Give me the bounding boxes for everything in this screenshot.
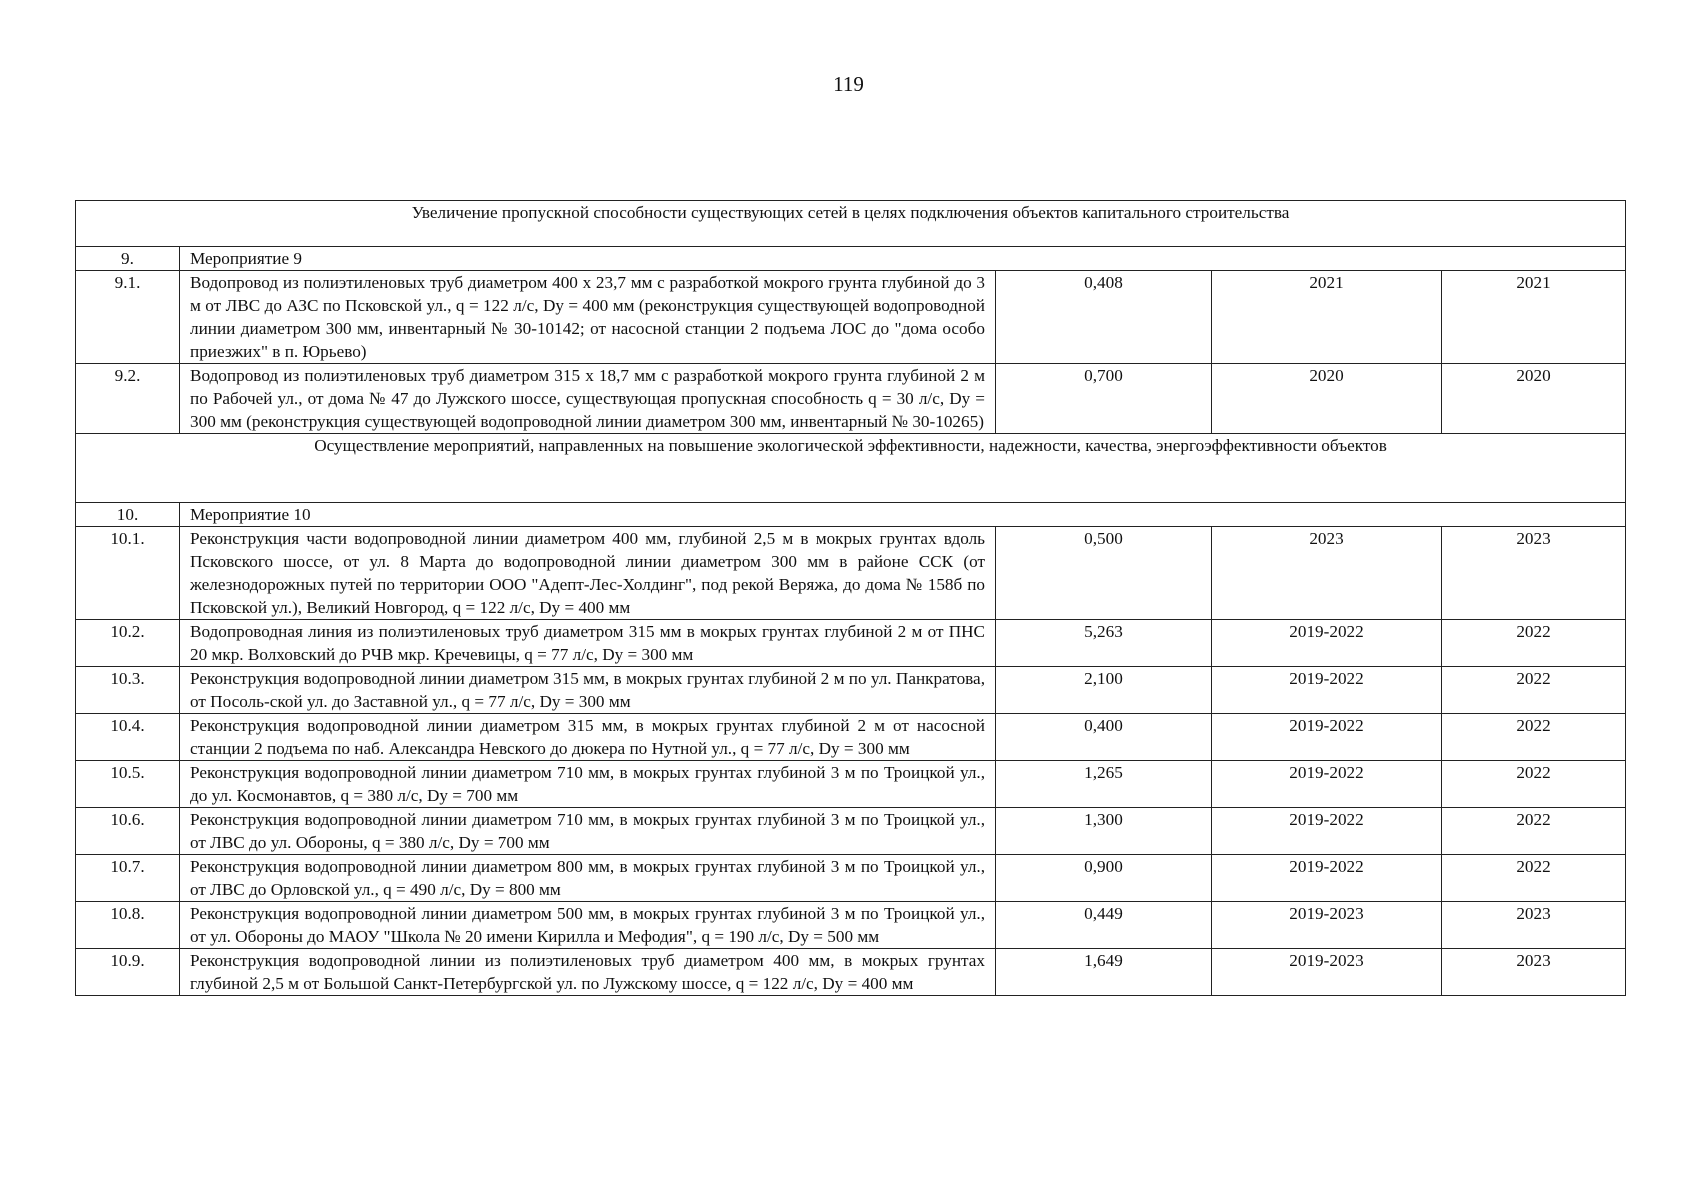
row-number: 10.6. (76, 808, 180, 855)
row-value: 1,265 (996, 761, 1212, 808)
row-period: 2019-2022 (1212, 714, 1442, 761)
table-row (76, 714, 1626, 761)
row-period: 2019-2022 (1212, 855, 1442, 902)
row-year: 2022 (1442, 808, 1626, 855)
row-value: 0,400 (996, 714, 1212, 761)
row-description: Реконструкция водопроводной линии диаметром 710 мм, в мокрых грунтах глубиной 3 м по Троицкой ул., до ул. Космонавтов, q = 380 л/с, Dy = 700 мм (180, 761, 996, 808)
row-period: 2021 (1212, 271, 1442, 364)
row-year: 2022 (1442, 761, 1626, 808)
measures-table (75, 200, 1626, 996)
row-year: 2022 (1442, 667, 1626, 714)
table-row (76, 855, 1626, 902)
page-number: 119 (833, 72, 864, 96)
event-number: 10. (76, 503, 180, 527)
row-value: 0,900 (996, 855, 1212, 902)
table-row (76, 527, 1626, 620)
row-description: Реконструкция водопроводной линии диаметром 800 мм, в мокрых грунтах глубиной 3 м по Троицкой ул., от ЛВС до Орловской ул., q = 490 л/с, Dy = 800 мм (180, 855, 996, 902)
row-description: Водопровод из полиэтиленовых труб диаметром 400 х 23,7 мм с разработкой мокрого грунта глубиной до 3 м от ЛВС до АЗС по Псковской ул., q = 122 л/с, Dy = 400 мм (реконструкция существующей водопроводной линии диаметром 300 мм, инвентарный № 30-10142; от насосной станции 2 подъема ЛОС до "дома особо приезжих" в п. Юрьево) (180, 271, 996, 364)
row-period: 2019-2022 (1212, 761, 1442, 808)
row-period: 2020 (1212, 364, 1442, 434)
table-row (76, 620, 1626, 667)
row-period: 2019-2022 (1212, 620, 1442, 667)
row-description: Реконструкция части водопроводной линии диаметром 400 мм, глубиной 2,5 м в мокрых грунтах вдоль Псковского шоссе, от ул. 8 Марта до водопроводной линии диаметром 300 мм в районе ССК (от железнодорожных путей по территории ООО "Адепт-Лес-Холдинг", под рекой Веряжа, до дома № 158б по Псковской ул.), Великий Новгород, q = 122 л/с, Dy = 400 мм (180, 527, 996, 620)
section-header-row (76, 201, 1626, 247)
row-number: 9.1. (76, 271, 180, 364)
table-row (76, 761, 1626, 808)
row-description: Водопровод из полиэтиленовых труб диаметром 315 х 18,7 мм с разработкой мокрого грунта глубиной 2 м по Рабочей ул., от дома № 47 до Лужского шоссе, существующая пропускная способность q = 30 л/с, Dy = 300 мм (реконструкция существующей водопроводной линии диаметром 300 мм, инвентарный № 30-10265) (180, 364, 996, 434)
row-number: 10.5. (76, 761, 180, 808)
row-year: 2022 (1442, 620, 1626, 667)
row-year: 2023 (1442, 902, 1626, 949)
row-number: 10.1. (76, 527, 180, 620)
row-year: 2023 (1442, 949, 1626, 996)
row-period: 2019-2022 (1212, 808, 1442, 855)
row-description: Реконструкция водопроводной линии диаметром 315 мм, в мокрых грунтах глубиной 2 м по ул. Панкратова, от Посоль-ской ул. до Заставной ул., q = 77 л/с, Dy = 300 мм (180, 667, 996, 714)
table-row (76, 271, 1626, 364)
table-row (76, 667, 1626, 714)
row-number: 10.8. (76, 902, 180, 949)
row-number: 10.4. (76, 714, 180, 761)
row-year: 2021 (1442, 271, 1626, 364)
row-value: 0,700 (996, 364, 1212, 434)
row-period: 2019-2023 (1212, 949, 1442, 996)
row-period: 2019-2023 (1212, 902, 1442, 949)
event-label: Мероприятие 10 (180, 503, 1626, 527)
row-value: 0,500 (996, 527, 1212, 620)
row-period: 2019-2022 (1212, 667, 1442, 714)
table-row (76, 949, 1626, 996)
row-value: 5,263 (996, 620, 1212, 667)
event-row (76, 503, 1626, 527)
row-description: Реконструкция водопроводной линии диаметром 500 мм, в мокрых грунтах глубиной 3 м по Троицкой ул., от ул. Обороны до МАОУ "Школа № 20 имени Кирилла и Мефодия", q = 190 л/с, Dy = 500 мм (180, 902, 996, 949)
row-description: Реконструкция водопроводной линии диаметром 315 мм, в мокрых грунтах глубиной 2 м от насосной станции 2 подъема по наб. Александра Невского до дюкера по Нутной ул., q = 77 л/с, Dy = 300 мм (180, 714, 996, 761)
row-description: Реконструкция водопроводной линии диаметром 710 мм, в мокрых грунтах глубиной 3 м по Троицкой ул., от ЛВС до ул. Обороны, q = 380 л/с, Dy = 700 мм (180, 808, 996, 855)
table-row (76, 808, 1626, 855)
section-title: Увеличение пропускной способности существующих сетей в целях подключения объектов капитального строительства (76, 201, 1626, 247)
section-header-row (76, 434, 1626, 503)
row-value: 0,408 (996, 271, 1212, 364)
table-row (76, 902, 1626, 949)
table-row (76, 364, 1626, 434)
row-value: 1,300 (996, 808, 1212, 855)
row-year: 2022 (1442, 855, 1626, 902)
event-row (76, 247, 1626, 271)
row-year: 2023 (1442, 527, 1626, 620)
row-year: 2022 (1442, 714, 1626, 761)
row-number: 10.2. (76, 620, 180, 667)
section-title: Осуществление мероприятий, направленных на повышение экологической эффективности, надежности, качества, энергоэффективности объектов (76, 434, 1626, 503)
row-number: 10.7. (76, 855, 180, 902)
row-value: 1,649 (996, 949, 1212, 996)
event-number: 9. (76, 247, 180, 271)
row-value: 0,449 (996, 902, 1212, 949)
row-description: Реконструкция водопроводной линии из полиэтиленовых труб диаметром 400 мм, в мокрых грунтах глубиной 2,5 м от Большой Санкт-Петербургской ул. по Лужскому шоссе, q = 122 л/с, Dy = 400 мм (180, 949, 996, 996)
row-number: 9.2. (76, 364, 180, 434)
row-year: 2020 (1442, 364, 1626, 434)
event-label: Мероприятие 9 (180, 247, 1626, 271)
row-value: 2,100 (996, 667, 1212, 714)
row-period: 2023 (1212, 527, 1442, 620)
row-number: 10.3. (76, 667, 180, 714)
row-description: Водопроводная линия из полиэтиленовых труб диаметром 315 мм в мокрых грунтах глубиной 2 м от ПНС 20 мкр. Волховский до РЧВ мкр. Кречевицы, q = 77 л/с, Dy = 300 мм (180, 620, 996, 667)
row-number: 10.9. (76, 949, 180, 996)
